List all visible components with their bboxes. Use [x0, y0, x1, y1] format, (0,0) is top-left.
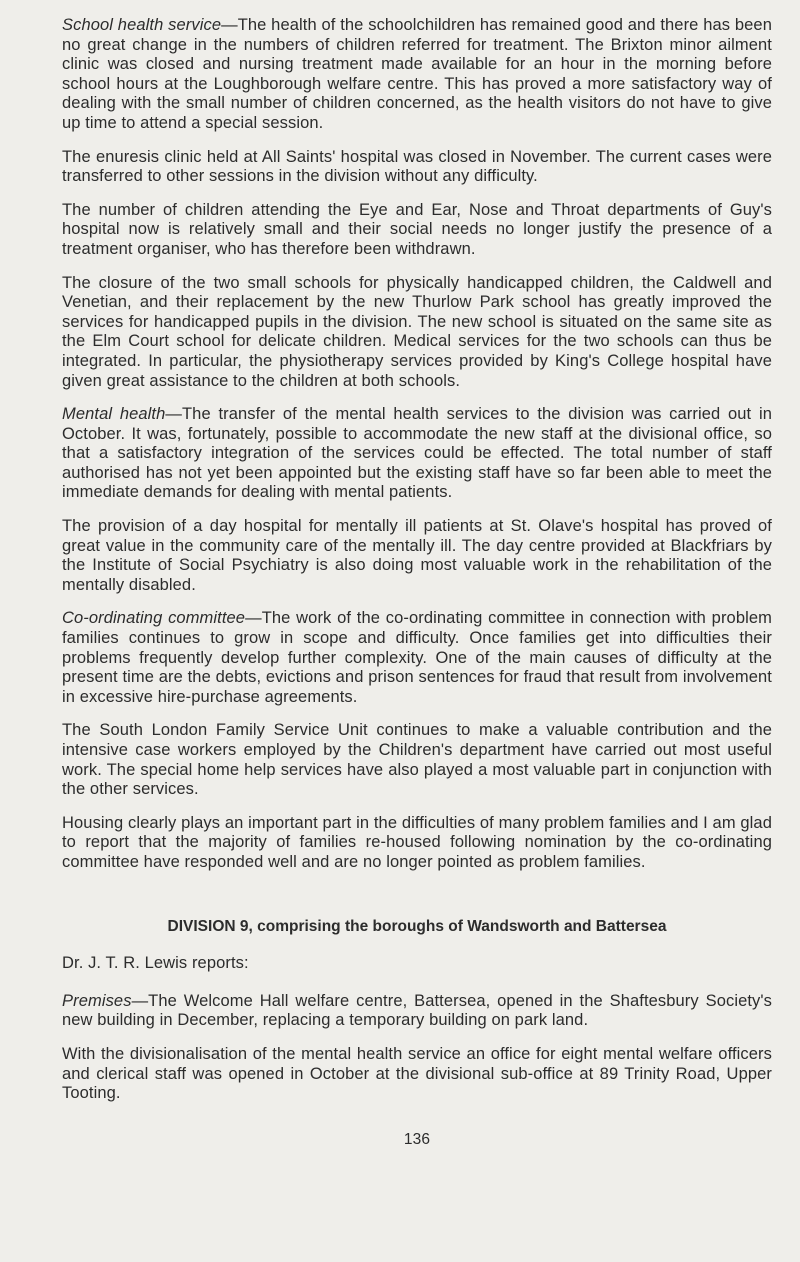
- division-heading: DIVISION 9, comprising the boroughs of Wandsworth and Battersea: [167, 917, 667, 935]
- paragraph-divisionalisation: [62, 1045, 772, 1104]
- paragraph-text: —The work of the co-ordinating committee in connection with problem families continues to grow in scope and difficulty. Once families get into difficulties their problems frequently develop further complexity. One of the main causes of difficulty at the present time are the debts, evictions and prison sentences for fraud that result from involvement in excessive hire-purchase agreements.: [62, 609, 772, 706]
- paragraph-eye-ear: [62, 201, 772, 260]
- page-number: 136: [403, 1130, 431, 1148]
- paragraph-lead: Mental health: [62, 405, 166, 424]
- paragraph-text: The provision of a day hospital for mentally ill patients at St. Olave's hospital has proved of great value in the community care of the mentally ill. The day centre provided at Blackfriars by the Institute of Social Psychiatry is also doing most valuable work in the rehabilitation of the mentally disabled.: [62, 517, 772, 594]
- document-page: [62, 16, 772, 1149]
- paragraph-day-hospital: [62, 517, 772, 595]
- paragraph-school-closure: [62, 274, 772, 392]
- reporter-line: Dr. J. T. R. Lewis reports:: [62, 954, 249, 973]
- bottom-section: [62, 992, 772, 1104]
- paragraph-housing: [62, 814, 772, 873]
- paragraph-coordinating-committee: [62, 609, 772, 707]
- paragraph-text: Housing clearly plays an important part in the difficulties of many problem families and I am glad to report that the majority of families re-housed following nomination by the co-ordinating committee have responded well and are no longer pointed as problem families.: [62, 813, 772, 871]
- paragraph-enuresis-clinic: [62, 148, 772, 187]
- paragraph-text: The enuresis clinic held at All Saints' hospital was closed in November. The current cases were transferred to other sessions in the division without any difficulty.: [62, 147, 772, 186]
- paragraph-text: —The Welcome Hall welfare centre, Battersea, opened in the Shaftesbury Society's new building in December, replacing a temporary building on park land.: [62, 991, 772, 1030]
- paragraph-lead: School health service: [62, 16, 222, 34]
- paragraph-lead: Co-ordinating committee: [62, 609, 246, 628]
- paragraph-school-health: [62, 16, 772, 134]
- paragraph-text: The closure of the two small schools for physically handicapped children, the Caldwell and Venetian, and their replacement by the new Thurlow Park school has greatly improved the services for handicapped pupils in the division. The new school is situated on the same site as the Elm Court school for delicate children. Medical services for the two schools can thus be integrated. In particular, the physiotherapy services provided by King's College hospital have given great assistance to the children at both schools.: [62, 273, 772, 390]
- paragraph-text: —The transfer of the mental health services to the division was carried out in October. It was, fortunately, possible to accommodate the new staff at the divisional office, so that a satisfactory integration of the services could be effected. The total number of staff authorised has not yet been appointed but the existing staff have so far been able to meet the immediate demands for dealing with mental patients.: [62, 405, 772, 502]
- top-section: [62, 16, 772, 873]
- paragraph-premises: [62, 992, 772, 1031]
- paragraph-family-service-unit: [62, 721, 772, 799]
- paragraph-lead: Premises: [62, 991, 132, 1010]
- paragraph-text: With the divisionalisation of the mental health service an office for eight mental welfare officers and clerical staff was opened in October at the divisional sub-office at 89 Trinity Road, Upper Tooting.: [62, 1044, 772, 1103]
- paragraph-text: The number of children attending the Eye and Ear, Nose and Throat departments of Guy's hospital now is relatively small and their social needs no longer justify the presence of a treatment organiser, who has therefore been withdrawn.: [62, 200, 772, 258]
- paragraph-text: —The health of the schoolchildren has remained good and there has been no great change in the numbers of children referred for treatment. The Brixton minor ailment clinic was closed and nursing treatment made available for an hour in the morning before school hours at the Loughborough welfare centre. This has proved a more satisfactory way of dealing with the small number of children concerned, as the health visitors do not have to give up time to attend a special session.: [62, 16, 772, 132]
- paragraph-text: The South London Family Service Unit continues to make a valuable contribution and the intensive case workers employed by the Children's department have carried out most useful work. The special home help services have also played a most valuable part in conjunction with the other services.: [62, 721, 772, 799]
- paragraph-mental-health: [62, 405, 772, 503]
